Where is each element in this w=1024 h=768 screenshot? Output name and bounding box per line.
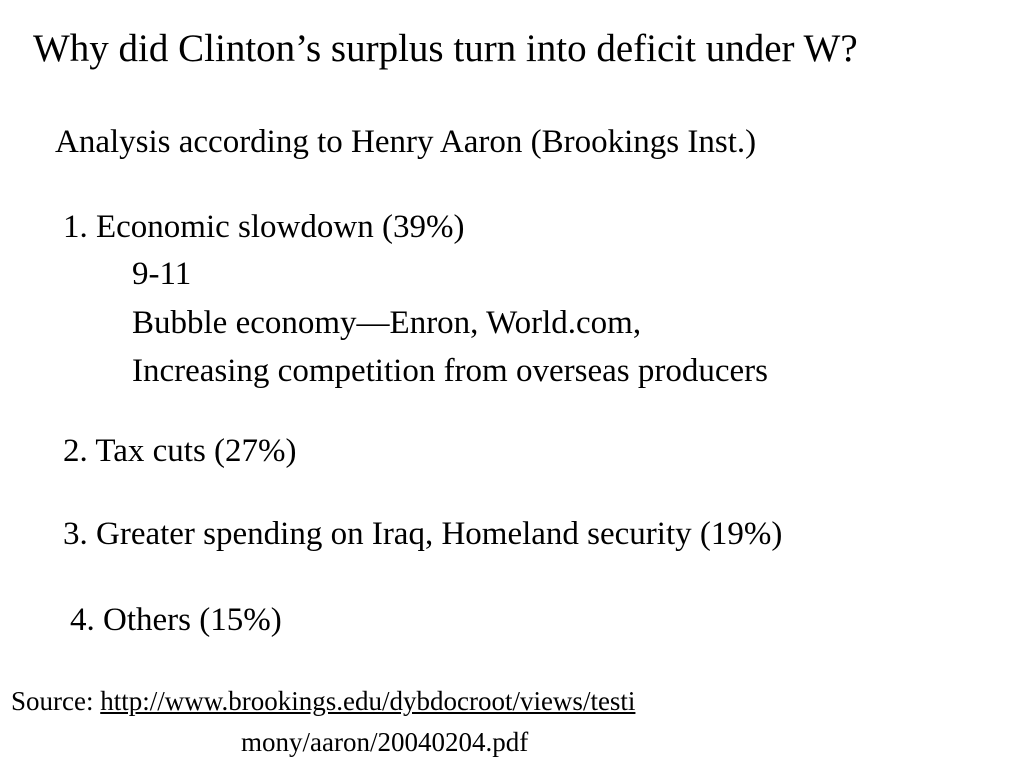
list-item-tax-cuts: 2. Tax cuts (27%) [63,433,297,469]
list-item-greater-spending: 3. Greater spending on Iraq, Homeland security (19%) [63,516,783,552]
slide-title: Why did Clinton’s surplus turn into deficit under W? [33,27,858,70]
sub-item-9-11: 9-11 [132,256,192,292]
list-item-economic-slowdown: 1. Economic slowdown (39%) [63,209,465,245]
source-prefix: Source: [11,686,101,716]
list-item-others: 4. Others (15%) [70,602,282,638]
slide-subtitle: Analysis according to Henry Aaron (Brookings Inst.) [55,124,757,160]
sub-item-overseas-competition: Increasing competition from overseas producers [132,353,768,389]
sub-item-bubble-economy: Bubble economy—Enron, World.com, [132,305,642,341]
source-line [11,688,635,715]
source-link-continuation[interactable]: mony/aaron/20040204.pdf [241,727,529,757]
source-link[interactable]: http://www.brookings.edu/dybdocroot/views/testi [100,686,636,716]
